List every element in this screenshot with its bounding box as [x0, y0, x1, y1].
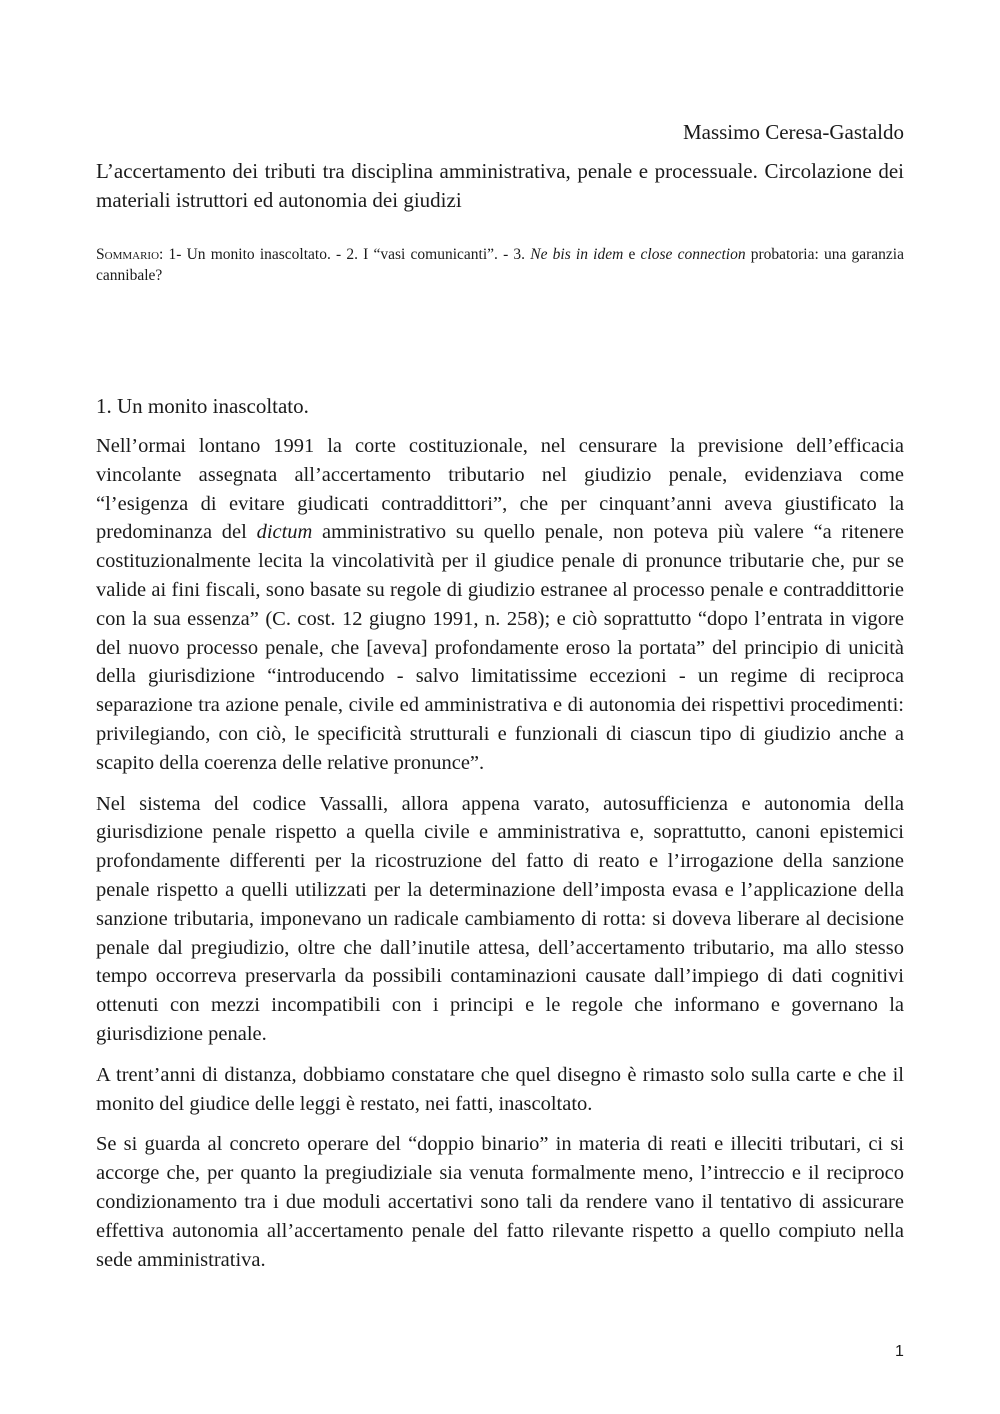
summary-italic-2: close connection	[640, 246, 746, 263]
paragraph-2: Nel sistema del codice Vassalli, allora appena varato, autosufficienza e autonomia della giurisdizione penale rispetto a quella civile e amministrativa e, soprattutto, canoni epistemici profondamente differenti per la ricostruzione del fatto di reato e l’irrogazione della sanzione penale rispetto a quelli utilizzati per la determinazione dell’imposta evasa e l’applicazione della sanzione tributaria, imponevano un radicale cambiamento di rotta: si doveva liberare al decisione penale dal pregiudizio, oltre che dall’inutile attesa, dell’accertamento tributario, ma allo stesso tempo occorreva preservarla da possibili contaminazioni causate dall’impiego di dati cognitivi ottenuti con mezzi incompatibili con i principi e le regole che informano e governano la giurisdizione penale.	[96, 792, 904, 1045]
article-title: L’accertamento dei tributi tra disciplina amministrativa, penale e processuale. Circolazione dei materiali istruttori ed autonomia dei giudizi	[96, 159, 904, 212]
summary-italic-1: Ne bis in idem	[530, 246, 624, 263]
summary-text-1: : 1- Un monito inascoltato. - 2. I “vasi comunicanti”. - 3.	[159, 246, 531, 263]
page-number: 1	[895, 1343, 904, 1360]
summary-label: Sommario	[96, 246, 160, 263]
summary-text-3: probatoria: una garanzia cannibale?	[96, 246, 904, 284]
paragraph-3: A trent’anni di distanza, dobbiamo constatare che quel disegno è rimasto solo sulla carte e che il monito del giudice delle leggi è restato, nei fatti, inascoltato.	[96, 1063, 904, 1115]
paragraph-1-text-a: Nell’ormai lontano 1991 la corte costituzionale, nel censurare la previsione dell’efficacia vincolante assegnata all’accertamento tributario nel giudizio penale, evidenziava come “l’esigenza di evitare giudicati contraddittori”, che per cinquant’anni aveva giustificato la predominanza del	[96, 435, 904, 544]
paragraph-1	[96, 432, 904, 778]
author-name: Massimo Ceresa-Gastaldo	[682, 120, 904, 144]
document-page	[96, 0, 904, 1414]
summary-block	[96, 244, 904, 286]
paragraph-4: Se si guarda al concreto operare del “doppio binario” in materia di reati e illeciti tributari, ci si accorge che, per quanto la pregiudiziale sia venuta formalmente meno, l’intreccio e il reciproco condizionamento tra i due moduli accertativi sono tali da rendere vano il tentativo di assicurare effettiva autonomia all’accertamento penale del fatto rilevante rispetto a quello compiuto nella sede amministrativa.	[96, 1133, 904, 1271]
paragraph-1-text-b: amministrativo su quello penale, non poteva più valere “a ritenere costituzionalmente lecita la vincolatività per il giudice penale di pronunce tributarie che, pur se valide ai fini fiscali, sono basate su regole di giudizio estranee al processo penale e contraddittorie con la sua essenza” (C. cost. 12 giugno 1991, n. 258); e ciò soprattutto “dopo l’entrata in vigore del nuovo processo penale, che [aveva] profondamente eroso la portata” del principio di unicità della giurisdizione “introducendo - salvo limitatissime eccezioni - un regime di reciproca separazione tra azione penale, civile ed amministrativa e di autonomia dei rispettivi procedimenti: privilegiando, con ciò, le specificità strutturali e funzionali di ciascun tipo di giudizio anche a scapito della coerenza delle relative pronunce”.	[96, 521, 904, 774]
paragraph-1-italic: dictum	[256, 521, 313, 544]
section-heading: 1. Un monito inascoltato.	[96, 394, 309, 418]
summary-text-2: e	[623, 246, 641, 263]
body-text	[96, 432, 904, 1286]
